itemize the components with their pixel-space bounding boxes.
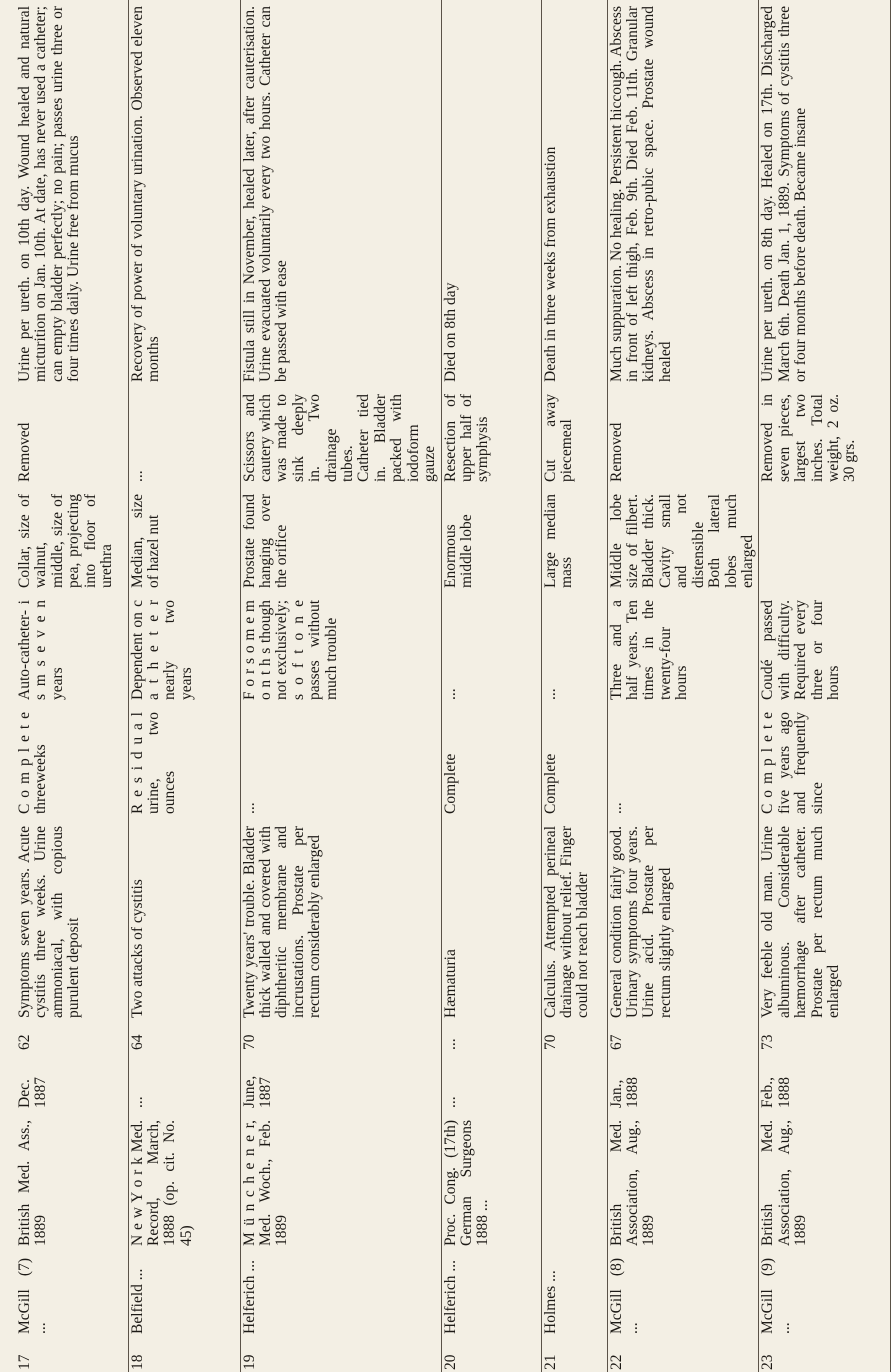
cell-date: Feb., 1888 [759, 1052, 891, 1114]
case-row [441, 0, 541, 1372]
cell-age: 70 [240, 1024, 441, 1052]
cell-age: 62 [16, 1024, 128, 1052]
cell-prostate-condition: Prostate found hanging over the orifice [240, 488, 441, 594]
cell-reference: British Med. Ass., 1889 [16, 1114, 128, 1252]
cell-age: 73 [759, 1024, 891, 1052]
cell-prostate-condition [759, 488, 891, 594]
cell-operator: Helferich ... [240, 1252, 441, 1340]
cell-operator: McGill (8) ... [607, 1252, 759, 1340]
cell-retention: R e s i d u a l urine, two ounces [128, 706, 240, 820]
cell-retention: Complete [541, 706, 607, 820]
cell-result: Urine per ureth. on 10th day. Wound healed and natural micturition on Jan. 10th. At date, has never used a catheter; can empty bladder perfectly; no pain; passes urine three or four times daily. Urine free from mucus [16, 0, 128, 388]
case-row [240, 0, 441, 1372]
cell-date: ... [128, 1052, 240, 1114]
cell-date [541, 1052, 607, 1114]
cell-operation: Removed [607, 388, 759, 488]
cell-date: June, 1887 [240, 1052, 441, 1114]
cell-retention: C o m p l e t e five years ago and frequently since [759, 706, 891, 820]
cell-previous-history: Twenty years' trouble. Bladder thick walled and covered with diphtheritic membrane and incrustations. Prostate per rectum considerably enlarged [240, 820, 441, 1024]
cell-prostate-condition: Middle lobe size of filbert. Bladder thick. Cavity small and not distensible Both lateral lobes much enlarged [607, 488, 759, 594]
case-row [128, 0, 240, 1372]
cell-retention: Complete [441, 706, 541, 820]
cell-operation: ... [128, 388, 240, 488]
cell-catheter-life: ... [441, 594, 541, 706]
cell-reference: N e w Y o r k Med. Record, March, 1888 (op. cit. No. 45) [128, 1114, 240, 1252]
cell-case-number: 18 [128, 1340, 240, 1372]
cell-case-number: 20 [441, 1340, 541, 1372]
cell-age: ... [441, 1024, 541, 1052]
cell-operation: Removed [16, 388, 128, 488]
cell-date: Dec. 1887 [16, 1052, 128, 1114]
cell-catheter-life: ... [541, 594, 607, 706]
case-row [759, 0, 891, 1372]
cell-case-number: 23 [759, 1340, 891, 1372]
cell-operation: Resection of upper half of symphysis [441, 388, 541, 488]
cell-prostate-condition: Enormous middle lobe [441, 488, 541, 594]
cell-operator: Belfield ... [128, 1252, 240, 1340]
cell-prostate-condition: Median, size of hazel nut [128, 488, 240, 594]
cell-result: Recovery of power of voluntary urination. Observed eleven months [128, 0, 240, 388]
cases-table [16, 0, 891, 1372]
cell-catheter-life: Coudé passed with difficulty. Required every three or four hours [759, 594, 891, 706]
cell-operator: McGill (9) ... [759, 1252, 891, 1340]
cell-prostate-condition: Large median mass [541, 488, 607, 594]
cell-age: 70 [541, 1024, 607, 1052]
cell-reference: British Med. Association, Aug., 1889 [607, 1114, 759, 1252]
cell-operation: Removed in seven pieces, largest two inches. Total weight, 2 oz. 30 grs. [759, 388, 891, 488]
cell-previous-history: Hæmaturia [441, 820, 541, 1024]
cell-operation: Scissors and cautery which was made to sink deeply in. Two drainage tubes. Catheter tied in. Bladder packed with iodoform gauze [240, 388, 441, 488]
cell-result: Much suppuration. No healing. Persistent hiccough. Abscess in front of left thigh, Feb. 9th. Died Feb. 11th. Granular kidneys. Abscess in retro-pubic space. Prostate wound healed [607, 0, 759, 388]
cell-operator: McGill (7) ... [16, 1252, 128, 1340]
cell-result: Fistula still in November, healed later, after cauterisation. Urine evacuated voluntarily every two hours. Catheter can be passed with ease [240, 0, 441, 388]
cell-reference: British Med. Association, Aug., 1889 [759, 1114, 891, 1252]
cell-case-number: 17 [16, 1340, 128, 1372]
cell-retention: C o m p l e t e threeweeks [16, 706, 128, 820]
cell-age: 67 [607, 1024, 759, 1052]
case-row [607, 0, 759, 1372]
cell-catheter-life: Three and a half years. Ten times in the twenty-four hours [607, 594, 759, 706]
cell-operator: Helferich ... [441, 1252, 541, 1340]
cell-reference: Proc. Cong. (17th) German Surgeons 1888 ... [441, 1114, 541, 1252]
case-row [541, 0, 607, 1372]
cell-operator: Holmes ... [541, 1252, 607, 1340]
cell-age: 64 [128, 1024, 240, 1052]
case-row [16, 0, 128, 1372]
cell-retention: ... [240, 706, 441, 820]
cases-table-body [16, 0, 891, 1372]
cell-catheter-life: Dependent on c a t h e t e r nearly two years [128, 594, 240, 706]
cell-catheter-life: F o r s o m e m o n t h s though not exclusively; s o f t o n e passes without much trouble [240, 594, 441, 706]
cell-case-number: 21 [541, 1340, 607, 1372]
cell-case-number: 19 [240, 1340, 441, 1372]
cell-previous-history: Calculus. Attempted perineal drainage without relief. Finger could not reach bladder [541, 820, 607, 1024]
cell-result: Died on 8th day [441, 0, 541, 388]
cell-previous-history: Symptoms seven years. Acute cystitis three weeks. Urine ammoniacal, with copious purulent deposit [16, 820, 128, 1024]
cell-retention: ... [607, 706, 759, 820]
cell-reference: M ü n c h e n e r, Med. Woch., Feb. 1889 [240, 1114, 441, 1252]
cell-previous-history: Very feeble old man. Urine albuminous. Considerable hæmorrhage after catheter. Prostate per rectum much enlarged [759, 820, 891, 1024]
cell-prostate-condition: Collar, size of walnut, middle, size of pea, projecting into floor of urethra [16, 488, 128, 594]
cell-catheter-life: Auto-catheter- i s m s e v e n years [16, 594, 128, 706]
cell-result: Urine per ureth. on 8th day. Healed on 17th. Discharged March 6th. Death Jan. 1, 1889. Symptoms of cystitis three or four months before death. Became insane [759, 0, 891, 388]
cell-date: Jan., 1888 [607, 1052, 759, 1114]
cell-result: Death in three weeks from exhaustion [541, 0, 607, 388]
cell-reference [541, 1114, 607, 1252]
cell-operation: Cut away piecemeal [541, 388, 607, 488]
cell-date: ... [441, 1052, 541, 1114]
cell-case-number: 22 [607, 1340, 759, 1372]
cell-previous-history: Two attacks of cystitis [128, 820, 240, 1024]
cell-previous-history: General condition fairly good. Urinary symptoms four years. Urine acid. Prostate per rectum slightly enlarged [607, 820, 759, 1024]
